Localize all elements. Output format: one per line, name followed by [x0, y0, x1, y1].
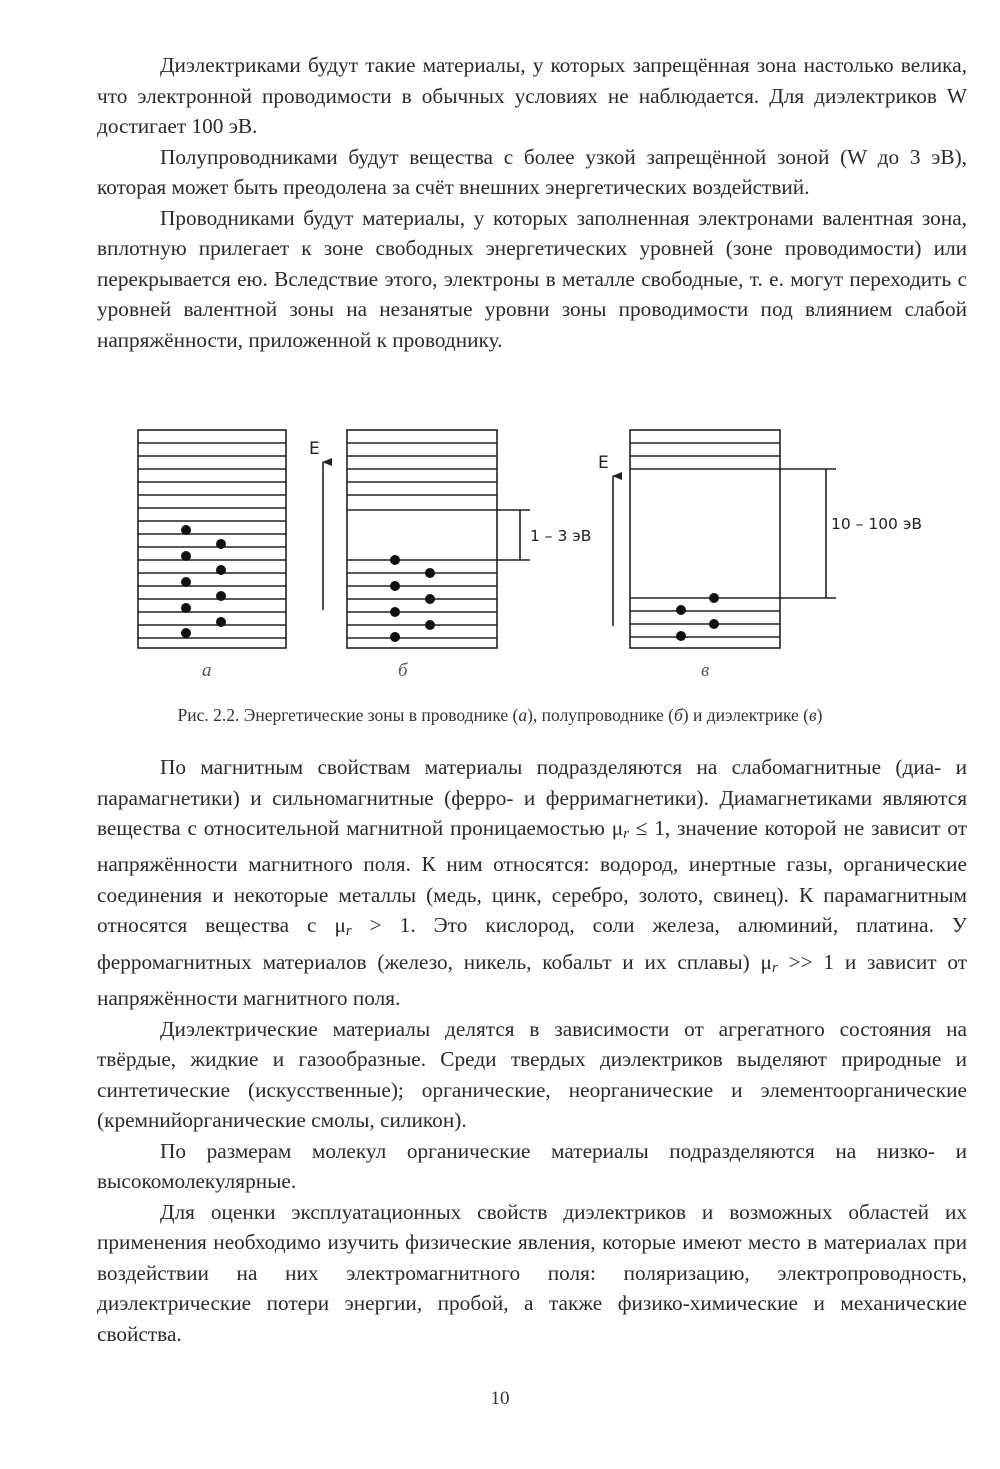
- electron: [390, 632, 400, 642]
- paragraph-properties: Для оценки эксплуатационных свойств диэлектриков и возможных областей их применения необходимо изучить физические явления, которые имеют место в материалах при воздействии на них электромагнитного поля: поляризацию, электропроводность, диэлектрические потери энергии, пробой, а также физико-химические и механические свойства.: [97, 1199, 967, 1346]
- electron: [390, 581, 400, 591]
- figure-energy-bands: [0, 420, 1000, 680]
- paragraph-organic-materials: По размерам молекул органические материалы подразделяются на низко- и высокомолекулярные.: [97, 1138, 967, 1194]
- caption-mid1: ), полупроводнике (: [527, 705, 674, 725]
- electron: [425, 620, 435, 630]
- subscript-r: r: [345, 923, 352, 940]
- caption-prefix: Рис. 2.2. Энергетические зоны в проводнике (: [177, 705, 519, 725]
- axis-label-c: E: [598, 453, 609, 473]
- electron: [216, 617, 226, 627]
- subscript-r: r: [623, 825, 629, 842]
- electron: [181, 628, 191, 638]
- text-block-top: [97, 50, 967, 355]
- band-diagram-dielectric: [630, 430, 836, 648]
- sublabel-c: в: [701, 660, 710, 681]
- magnetic-text-1: По магнитным свойствам материалы подразделяются на слабомагнитные (диа- и парамагнетики) и сильномагнитные (ферро- и ферримагнетики). Диамагнетиками являются вещества с относительной магнитной проницаемостью μ: [97, 755, 967, 840]
- electron: [181, 525, 191, 535]
- paragraph-dielectric-materials: Диэлектрические материалы делятся в зависимости от агрегатного состояния на твёрдые, жидкие и газообразные. Среди твердых диэлектриков выделяют природные и синтетические (искусственные); органические, неорганические и элементоорганические (кремнийорганические смолы, силикон).: [97, 1016, 967, 1133]
- text-block-bottom: [97, 752, 967, 1349]
- caption-mid2: ) и диэлектрике (: [682, 705, 809, 725]
- magnetic-text-2: ≤ 1, значение которой не зависит от напряжённости магнитного поля. К ним относятся: водород, инертные газы, органические соединения и некоторые металлы (медь, цинк, серебро, золото, свинец). К парамагнитным относятся вещества с μ: [97, 816, 967, 938]
- electron: [676, 605, 686, 615]
- paragraph-conductors: Проводниками будут материалы, у которых заполненная электронами валентная зона, вплотную прилегает к зоне свободных энергетических уровней (зоне проводимости) или перекрывается ею. Вследствие этого, электроны в металле свободные, т. е. могут переходить с уровней валентной зоны на незанятые уровни зоны проводимости под влиянием слабой напряжённости, приложенной к проводнику.: [97, 205, 967, 352]
- electron: [676, 631, 686, 641]
- electron: [216, 591, 226, 601]
- figure-caption: [0, 705, 1000, 726]
- caption-c: в: [809, 705, 817, 725]
- electron: [390, 607, 400, 617]
- electron: [709, 593, 719, 603]
- magnetic-text-3: > 1. Это кислород, соли железа, алюминий, платина. У ферромагнитных материалов (железо, никель, кобальт и их сплавы) μ: [97, 913, 967, 974]
- band-diagram-semiconductor: [347, 430, 530, 648]
- electron: [390, 555, 400, 565]
- caption-a: а: [518, 705, 528, 725]
- electron: [425, 568, 435, 578]
- energy-bands-diagram: [0, 420, 1000, 680]
- sublabel-b: б: [398, 660, 408, 681]
- electron: [181, 577, 191, 587]
- gap-label-dielectric: 10 – 100 эВ: [831, 515, 922, 533]
- page-number: 10: [490, 1388, 510, 1409]
- electron: [709, 619, 719, 629]
- electron: [425, 594, 435, 604]
- magnetic-text-4: >> 1 и зависит от напряжённости магнитного поля.: [97, 949, 967, 1011]
- axis-label-b: E: [309, 439, 320, 459]
- electron: [216, 565, 226, 575]
- electron: [181, 603, 191, 613]
- sublabel-a: а: [202, 660, 212, 681]
- paragraph-semiconductors: Полупроводниками будут вещества с более узкой запрещённой зоной (W до 3 эВ), которая может быть преодолена за счёт внешних энергетических воздействий.: [97, 144, 967, 199]
- caption-suffix: ): [816, 705, 823, 725]
- gap-label-semiconductor: 1 – 3 эВ: [530, 527, 592, 545]
- paragraph-dielectrics: Диэлектриками будут такие материалы, у которых запрещённая зона настолько велика, что электронной проводимости в обычных условиях не наблюдается. Для диэлектриков W достигает 100 эВ.: [97, 53, 967, 138]
- electron: [181, 551, 191, 561]
- subscript-r: r: [771, 959, 778, 976]
- caption-b: б: [673, 705, 683, 725]
- paragraph-magnetic: [97, 752, 967, 1014]
- band-diagram-conductor: [138, 430, 286, 648]
- electron: [216, 539, 226, 549]
